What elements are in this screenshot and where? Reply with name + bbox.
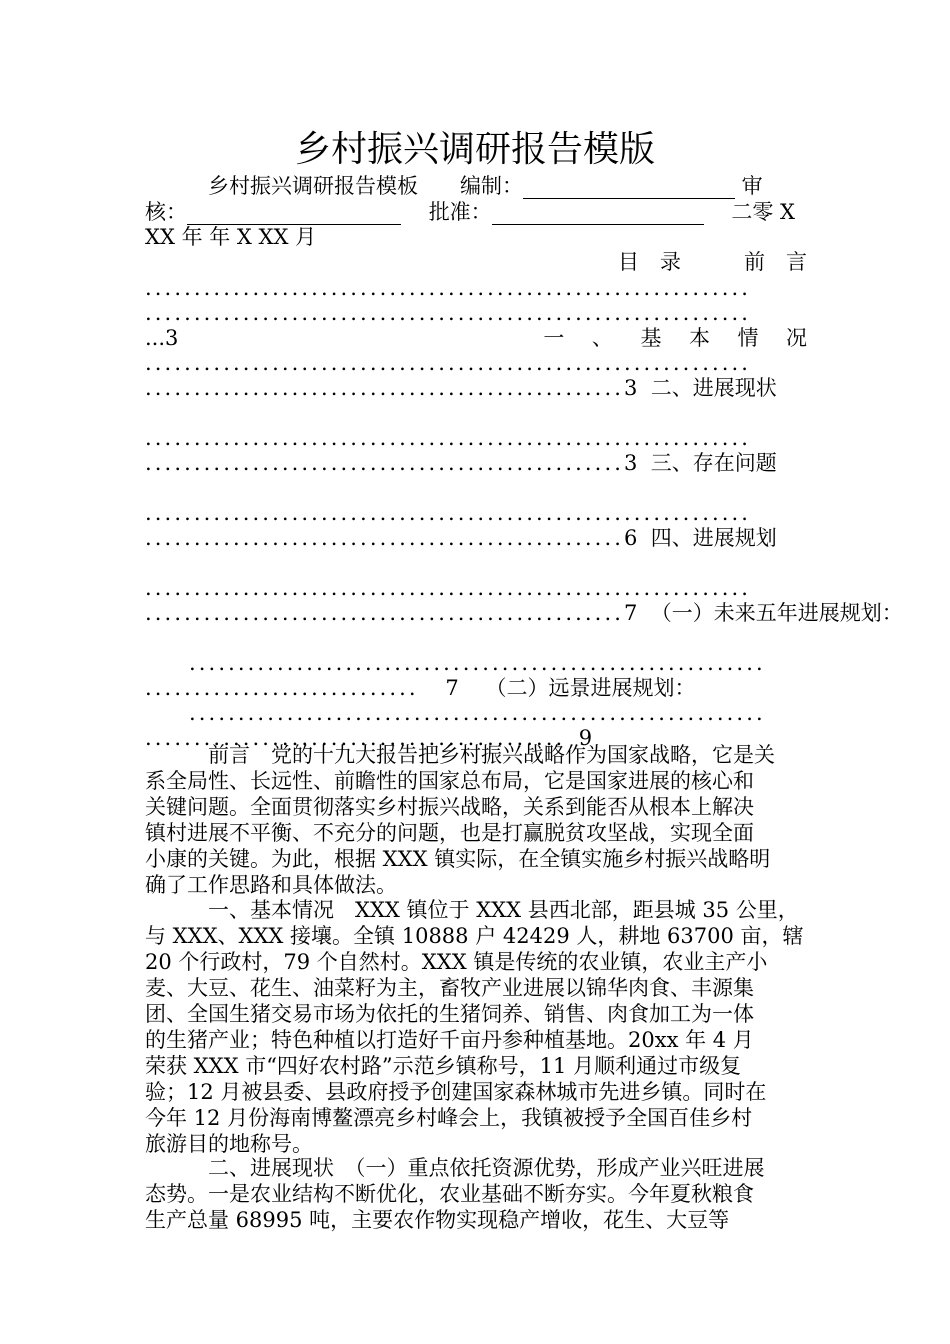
toc-dots: ..............................................................: [145, 301, 752, 325]
approve-blank: [492, 206, 704, 225]
document-title: 乡村振兴调研报告模版: [294, 129, 655, 170]
meta-line-3: XX 年 年 X XX 月: [145, 225, 317, 249]
toc-entry-4-label: 四、进展规划: [650, 526, 777, 550]
toc-heading: 目 录: [618, 250, 681, 274]
toc-entry-5-label: （一）未来五年进展规划：: [650, 601, 903, 625]
body-line: 团、全国生猪交易市场为依托的生猪饲养、销售、肉食加工为一体: [145, 1002, 754, 1026]
body-line: 20 个行政村，79 个自然村。XXX 镇是传统的农业镇，农业主产小: [145, 950, 768, 974]
toc-entry-4-page: 7: [624, 601, 638, 625]
toc-entry-6-line: ............................ 7 （二）远景进展规划：: [145, 676, 696, 700]
toc-heading-line: [145, 250, 807, 275]
toc-dots: ..............................................................: [145, 576, 752, 600]
body-line: 与 XXX、XXX 接壤。全镇 10888 户 42429 人，耕地 63700 亩，辖: [145, 924, 804, 948]
toc-entry-1-line: ...3 一、基本情况: [145, 326, 807, 350]
body-line: 一、基本情况 XXX 镇位于 XXX 县西北部，距县城 35 公里，: [145, 898, 799, 922]
toc-entry-0-label: 前 言: [744, 250, 807, 274]
body-line: 荣获 XXX 市“四好农村路”示范乡镇称号，11 月顺利通过市级复: [145, 1054, 742, 1078]
body-line: 前言 党的十九大报告把乡村振兴战略作为国家战略，它是关: [145, 743, 775, 767]
toc-entry-5-line: .................................................7 （一）未来五年进展规划：: [145, 601, 903, 625]
toc-dots: ..............................................................: [145, 351, 752, 375]
body-line: 确了工作思路和具体做法。: [145, 873, 397, 897]
meta-line-1: 乡村振兴调研报告模板 编制： 审: [208, 174, 763, 198]
toc-entry-6-label: （二）远景进展规划：: [485, 676, 696, 700]
toc-dots: ..............................................................: [145, 426, 752, 450]
date-text-a: 二零 X: [731, 200, 796, 224]
toc-entry-1-page: 3: [624, 376, 638, 400]
approve-label: 批准：: [428, 200, 492, 224]
body-line: 旅游目的地称号。: [145, 1132, 313, 1156]
body-line: 小康的关键。为此，根据 XXX 镇实际，在全镇实施乡村振兴战略明: [145, 847, 771, 871]
toc-entry-1-label: 一、基本情况: [543, 326, 807, 350]
toc-entry-2-page: 3: [624, 451, 638, 475]
body-line: 生产总量 68995 吨，主要农作物实现稳产增收，花生、大豆等: [145, 1208, 730, 1232]
toc-dots: ...........................................................: [189, 651, 766, 675]
toc-entry-3-line: .................................................3 三、存在问题: [145, 451, 777, 475]
editor-label: 编制：: [460, 174, 523, 198]
toc-entry-2-label: 二、进展现状: [650, 376, 777, 400]
toc-entry-6-page-line: ........................................... 9: [145, 726, 593, 750]
toc-dots: ..............................................................: [145, 276, 752, 300]
body-line: 关键问题。全面贯彻落实乡村振兴战略，关系到能否从根本上解决: [145, 795, 754, 819]
body-line: 的生猪产业；特色种植以打造好千亩丹参种植基地。20xx 年 4 月: [145, 1028, 754, 1052]
toc-entry-2-line: .................................................3 二、进展现状: [145, 376, 777, 400]
toc-entry-4-line: .................................................6 四、进展规划: [145, 526, 777, 550]
body-line: 今年 12 月份海南博鳌漂亮乡村峰会上，我镇被授予全国百佳乡村: [145, 1106, 753, 1130]
body-line: 验；12 月被县委、县政府授予创建国家森林城市先进乡镇。同时在: [145, 1080, 767, 1104]
body-line: 态势。一是农业结构不断优化，农业基础不断夯实。今年夏秋粮食: [145, 1182, 754, 1206]
body-line: 麦、大豆、花生、油菜籽为主，畜牧产业进展以锦华肉食、丰源集: [145, 976, 754, 1000]
body-line: 镇村进展不平衡、不充分的问题，也是打赢脱贫攻坚战，实现全面: [145, 821, 754, 845]
review-blank: [187, 206, 401, 225]
template-name: 乡村振兴调研报告模板: [208, 174, 418, 198]
toc-entry-0-page: 3: [165, 326, 179, 350]
editor-blank: [523, 180, 735, 199]
body-line: 系全局性、长远性、前瞻性的国家总布局，它是国家进展的核心和: [145, 769, 754, 793]
toc-entry-3-label: 三、存在问题: [650, 451, 777, 475]
meta-line-2: 核： 批准： 二零 X: [145, 200, 796, 224]
toc-entry-3-page: 6: [624, 526, 638, 550]
toc-dots: ..............................................................: [145, 501, 752, 525]
body-line: 二、进展现状 （一）重点依托资源优势，形成产业兴旺进展: [145, 1156, 765, 1180]
toc-dots: ...........................................................: [189, 701, 766, 725]
toc-entry-5-page: 7: [445, 676, 459, 700]
toc-entry-6-page: 9: [578, 726, 593, 750]
